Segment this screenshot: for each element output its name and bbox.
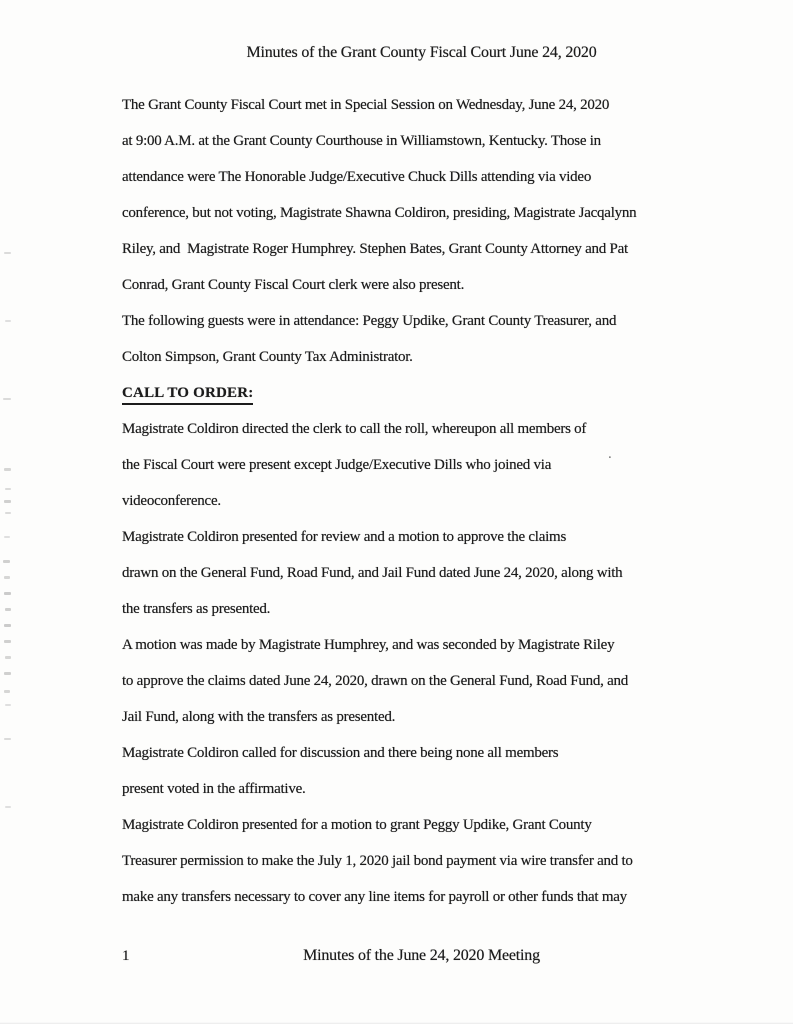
scan-noise-mark bbox=[5, 608, 11, 611]
document-line: the Fiscal Court were present except Judge/Executive Dills who joined via bbox=[122, 457, 552, 473]
scan-noise-mark bbox=[4, 672, 11, 675]
scan-noise-mark bbox=[4, 576, 10, 579]
document-line: Jail Fund, along with the transfers as presented. bbox=[122, 709, 396, 725]
document-line: to approve the claims dated June 24, 2020, drawn on the General Fund, Road Fund, and bbox=[122, 673, 628, 689]
document-line: The following guests were in attendance: Peggy Updike, Grant County Treasurer, and bbox=[122, 313, 617, 329]
scan-noise-mark bbox=[3, 560, 10, 563]
document-line: the transfers as presented. bbox=[122, 601, 271, 617]
scan-noise-mark bbox=[4, 592, 11, 595]
scan-noise-mark bbox=[4, 640, 11, 643]
scan-noise-mark bbox=[5, 488, 11, 490]
document-line: Treasurer permission to make the July 1, 2020 jail bond payment via wire transfer and to bbox=[122, 853, 633, 869]
document-line: A motion was made by Magistrate Humphrey, and was seconded by Magistrate Riley bbox=[122, 637, 615, 653]
page-footer bbox=[0, 944, 793, 968]
scan-noise-mark bbox=[5, 320, 11, 322]
document-line: at 9:00 A.M. at the Grant County Courthouse in Williamstown, Kentucky. Those in bbox=[122, 133, 601, 149]
document-line: conference, but not voting, Magistrate Shawna Coldiron, presiding, Magistrate Jacqalynn bbox=[122, 205, 637, 221]
scan-noise-mark bbox=[4, 690, 10, 693]
document-line: videoconference. bbox=[122, 493, 221, 509]
document-line: present voted in the affirmative. bbox=[122, 781, 306, 797]
document-line: Magistrate Coldiron presented for review and a motion to approve the claims bbox=[122, 529, 567, 545]
document-line: Riley, and Magistrate Roger Humphrey. Stephen Bates, Grant County Attorney and Pat bbox=[122, 241, 628, 257]
scan-noise-mark bbox=[3, 398, 11, 400]
scan-noise-mark bbox=[5, 656, 11, 659]
document-title: Minutes of the Grant County Fiscal Court June 24, 2020 bbox=[246, 44, 597, 61]
scan-noise-mark bbox=[4, 468, 11, 471]
document-line: Magistrate Coldiron presented for a motion to grant Peggy Updike, Grant County bbox=[122, 817, 592, 833]
scan-noise-mark bbox=[4, 536, 10, 538]
document-line: attendance were The Honorable Judge/Executive Chuck Dills attending via video bbox=[122, 169, 592, 185]
page-number: 1 bbox=[122, 948, 130, 964]
document-line: The Grant County Fiscal Court met in Special Session on Wednesday, June 24, 2020 bbox=[122, 97, 610, 113]
section-heading-call-to-order bbox=[122, 375, 722, 411]
document-line: Magistrate Coldiron directed the clerk to call the roll, whereupon all members of bbox=[122, 421, 587, 437]
document-line: drawn on the General Fund, Road Fund, and Jail Fund dated June 24, 2020, along with bbox=[122, 565, 623, 581]
scan-artifact-dot: . bbox=[608, 446, 612, 462]
scan-noise-mark bbox=[5, 512, 11, 514]
scan-noise-mark bbox=[4, 500, 11, 503]
document-line: Conrad, Grant County Fiscal Court clerk were also present. bbox=[122, 277, 465, 293]
scan-noise-mark bbox=[4, 738, 11, 740]
scan-noise-mark bbox=[5, 704, 11, 706]
scan-noise-mark bbox=[4, 252, 11, 254]
section-heading-text: CALL TO ORDER: bbox=[122, 383, 253, 405]
document-body bbox=[122, 87, 722, 915]
scan-noise-mark bbox=[4, 624, 11, 627]
document-line: Magistrate Coldiron called for discussion and there being none all members bbox=[122, 745, 559, 761]
footer-title: Minutes of the June 24, 2020 Meeting bbox=[303, 947, 540, 964]
scan-noise-mark bbox=[5, 806, 11, 808]
document-line: Colton Simpson, Grant County Tax Administrator. bbox=[122, 349, 413, 365]
document-line: make any transfers necessary to cover any line items for payroll or other funds that may bbox=[122, 889, 627, 905]
